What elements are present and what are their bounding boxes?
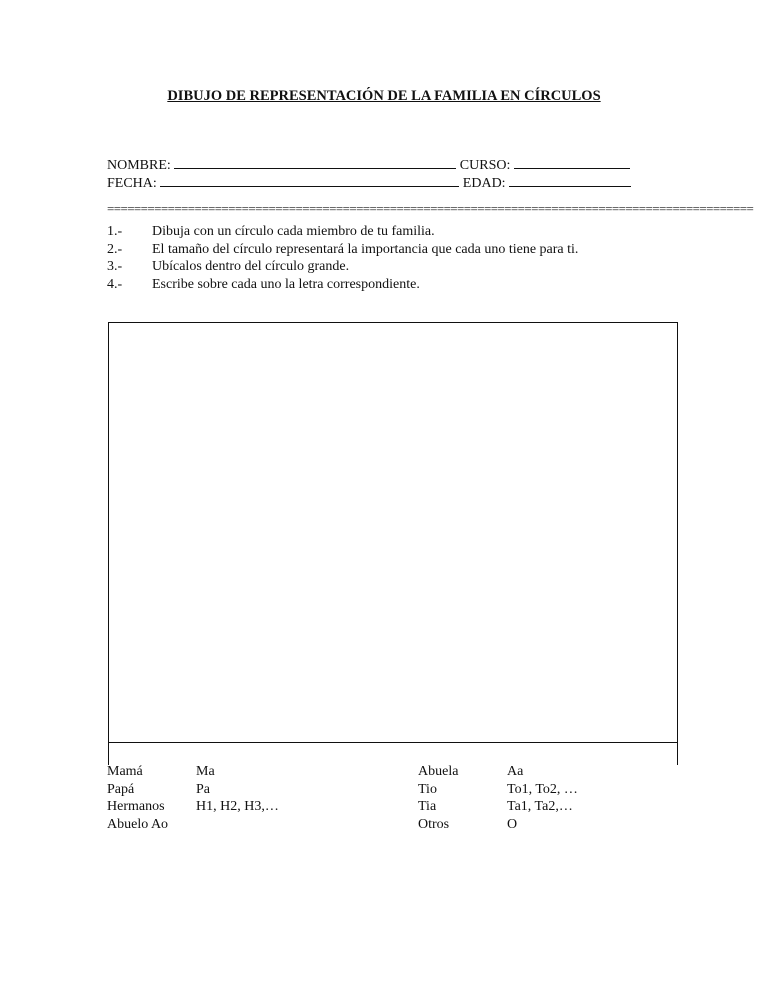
separator-line: ================================================================================================	[107, 201, 754, 216]
instruction-number: 3.-	[107, 259, 123, 274]
nombre-curso-row	[107, 156, 630, 174]
instruction-number: 1.-	[107, 224, 123, 239]
fecha-edad-row	[107, 174, 631, 192]
legend-label: Abuela	[418, 764, 459, 779]
curso-field[interactable]	[514, 156, 630, 169]
instruction-text: Escribe sobre cada uno la letra correspondiente.	[152, 276, 420, 292]
legend-label: Mamá	[107, 764, 143, 779]
instruction-text: El tamaño del círculo representará la importancia que cada uno tiene para ti.	[152, 241, 579, 257]
edad-label: EDAD:	[462, 176, 506, 191]
instruction-item	[107, 223, 578, 241]
nombre-label: NOMBRE:	[107, 158, 171, 173]
legend-code: Pa	[196, 781, 210, 797]
instruction-text: Ubícalos dentro del círculo grande.	[152, 259, 350, 274]
legend-label: Hermanos	[107, 799, 165, 814]
legend-row	[107, 798, 279, 816]
legend-right	[418, 763, 578, 833]
legend-label: Tia	[418, 799, 437, 814]
frame-tick-left	[108, 743, 109, 765]
instruction-text: Dibuja con un círculo cada miembro de tu familia.	[152, 224, 435, 239]
legend-code: O	[507, 816, 518, 832]
nombre-field[interactable]	[174, 156, 456, 169]
drawing-area[interactable]	[108, 322, 678, 743]
legend-label: Otros	[418, 816, 450, 832]
fecha-field[interactable]	[160, 174, 459, 187]
legend-row	[418, 798, 578, 816]
legend-code: Ta1, Ta2,…	[507, 799, 573, 814]
legend-label: Abuelo Ao	[107, 816, 169, 832]
fecha-label: FECHA:	[107, 176, 157, 191]
legend-code: H1, H2, H3,…	[196, 799, 279, 814]
curso-label: CURSO:	[459, 158, 511, 173]
legend-code: To1, To2, …	[507, 781, 578, 797]
page-title: DIBUJO DE REPRESENTACIÓN DE LA FAMILIA EN CÍRCULOS	[167, 88, 601, 104]
legend-label: Papá	[107, 781, 135, 797]
instructions-list	[107, 223, 578, 293]
legend-left	[107, 763, 279, 833]
instruction-number: 2.-	[107, 241, 123, 257]
legend-label: Tio	[418, 781, 437, 797]
instruction-number: 4.-	[107, 276, 123, 292]
instruction-item	[107, 241, 578, 259]
legend-code: Ma	[196, 764, 215, 779]
instruction-item	[107, 276, 578, 294]
legend-row	[107, 781, 279, 799]
frame-tick-right	[677, 743, 678, 765]
legend-row	[107, 763, 279, 781]
legend-row	[418, 781, 578, 799]
legend-row	[418, 763, 578, 781]
legend-code: Aa	[507, 764, 524, 779]
edad-field[interactable]	[509, 174, 631, 187]
legend-row	[418, 816, 578, 834]
legend-row	[107, 816, 279, 834]
instruction-item	[107, 258, 578, 276]
